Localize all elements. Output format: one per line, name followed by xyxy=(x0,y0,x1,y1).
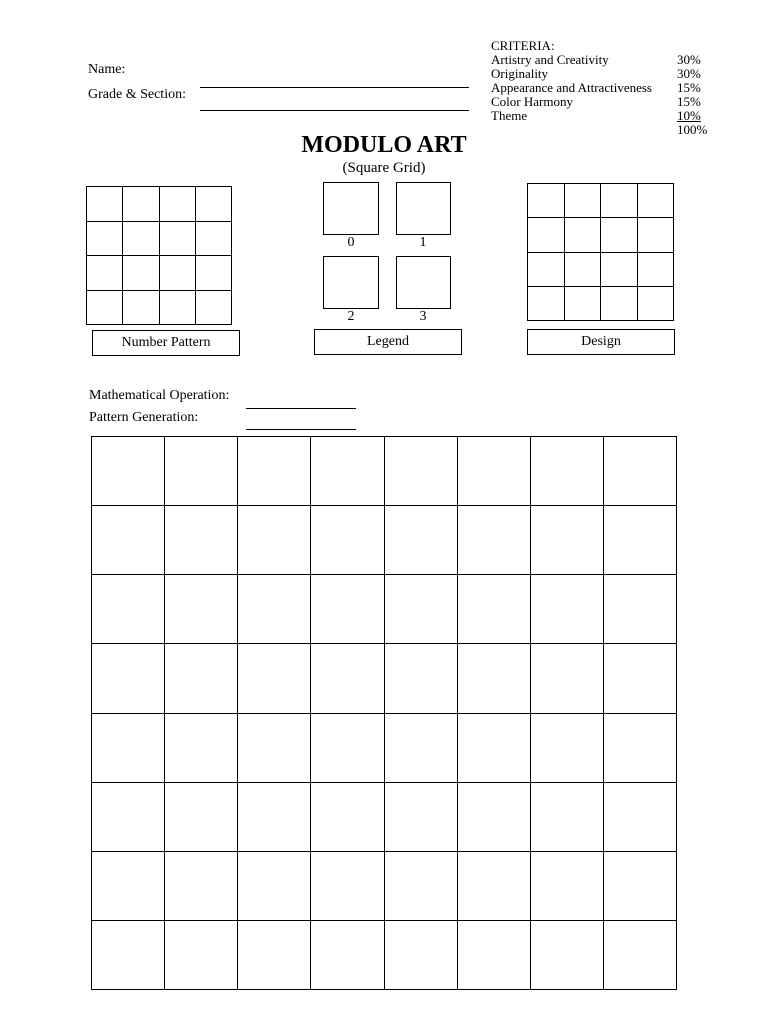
main-grid-cell[interactable] xyxy=(385,575,458,644)
grid-cell[interactable] xyxy=(87,291,123,326)
main-grid-cell[interactable] xyxy=(311,644,384,713)
main-grid-cell[interactable] xyxy=(385,783,458,852)
pattern-generation-label: Pattern Generation: xyxy=(89,410,199,425)
main-grid-cell[interactable] xyxy=(385,921,458,990)
main-grid-cell[interactable] xyxy=(311,575,384,644)
main-grid-cell[interactable] xyxy=(458,437,531,506)
main-grid-cell[interactable] xyxy=(604,714,677,783)
grid-cell[interactable] xyxy=(638,253,675,287)
main-grid-cell[interactable] xyxy=(604,644,677,713)
main-grid-cell[interactable] xyxy=(458,714,531,783)
main-grid-cell[interactable] xyxy=(458,506,531,575)
legend-value-0: 0 xyxy=(347,235,355,250)
legend-swatch-2[interactable] xyxy=(323,256,379,309)
main-grid-cell[interactable] xyxy=(165,921,238,990)
main-grid-cell[interactable] xyxy=(165,575,238,644)
criteria-item-label: Color Harmony xyxy=(491,94,573,109)
design-grid[interactable] xyxy=(527,183,674,321)
criteria-item-percent: 30% xyxy=(677,52,701,67)
criteria-item-percent: 15% xyxy=(677,94,701,109)
legend-caption: Legend xyxy=(314,329,462,355)
grid-cell[interactable] xyxy=(565,184,602,218)
main-grid-cell[interactable] xyxy=(238,575,311,644)
main-grid-cell[interactable] xyxy=(531,921,604,990)
main-grid-cell[interactable] xyxy=(238,437,311,506)
criteria-item-label: Originality xyxy=(491,66,549,81)
main-grid-cell[interactable] xyxy=(531,783,604,852)
math-operation-line[interactable] xyxy=(246,408,356,409)
grid-cell[interactable] xyxy=(601,287,638,321)
main-grid-cell[interactable] xyxy=(458,644,531,713)
main-grid-cell[interactable] xyxy=(165,437,238,506)
main-grid-cell[interactable] xyxy=(385,506,458,575)
main-grid-cell[interactable] xyxy=(311,506,384,575)
main-grid-cell[interactable] xyxy=(238,506,311,575)
main-grid-cell[interactable] xyxy=(385,714,458,783)
name-label: Name: xyxy=(88,62,126,77)
grid-cell[interactable] xyxy=(160,222,196,257)
grid-cell[interactable] xyxy=(528,218,565,252)
legend-swatch-1[interactable] xyxy=(396,182,451,235)
criteria-item-percent: 10% xyxy=(677,108,701,123)
grid-cell[interactable] xyxy=(196,222,232,257)
main-grid-cell[interactable] xyxy=(165,644,238,713)
main-grid-cell[interactable] xyxy=(458,575,531,644)
grid-cell[interactable] xyxy=(196,187,232,222)
main-grid-cell[interactable] xyxy=(311,921,384,990)
main-design-grid[interactable] xyxy=(91,436,677,990)
legend-value-1: 1 xyxy=(419,235,427,250)
main-grid-cell[interactable] xyxy=(92,575,165,644)
main-grid-cell[interactable] xyxy=(531,506,604,575)
grid-cell[interactable] xyxy=(123,291,159,326)
grid-cell[interactable] xyxy=(601,253,638,287)
grid-cell[interactable] xyxy=(528,253,565,287)
grid-cell[interactable] xyxy=(123,187,159,222)
main-grid-cell[interactable] xyxy=(604,575,677,644)
page-subtitle: (Square Grid) xyxy=(342,160,426,176)
main-grid-cell[interactable] xyxy=(604,506,677,575)
main-grid-cell[interactable] xyxy=(531,644,604,713)
grade-section-line[interactable] xyxy=(200,110,469,111)
pattern-generation-line[interactable] xyxy=(246,429,356,430)
main-grid-cell[interactable] xyxy=(531,852,604,921)
main-grid-cell[interactable] xyxy=(311,714,384,783)
main-grid-cell[interactable] xyxy=(458,783,531,852)
main-grid-cell[interactable] xyxy=(165,506,238,575)
criteria-item-percent: 15% xyxy=(677,80,701,95)
legend-value-3: 3 xyxy=(419,309,427,324)
main-grid-cell[interactable] xyxy=(238,644,311,713)
grid-cell[interactable] xyxy=(565,253,602,287)
main-grid-cell[interactable] xyxy=(604,852,677,921)
grid-cell[interactable] xyxy=(196,291,232,326)
criteria-item-percent: 30% xyxy=(677,66,701,81)
main-grid-cell[interactable] xyxy=(92,644,165,713)
main-grid-cell[interactable] xyxy=(311,852,384,921)
main-grid-cell[interactable] xyxy=(92,437,165,506)
name-line[interactable] xyxy=(200,87,469,88)
criteria-item-label: Appearance and Attractiveness xyxy=(491,80,652,95)
page-title: MODULO ART xyxy=(301,132,467,158)
main-grid-cell[interactable] xyxy=(92,783,165,852)
math-operation-label: Mathematical Operation: xyxy=(89,388,230,403)
grid-cell[interactable] xyxy=(601,184,638,218)
legend-value-2: 2 xyxy=(347,309,355,324)
main-grid-cell[interactable] xyxy=(92,506,165,575)
main-grid-cell[interactable] xyxy=(604,783,677,852)
main-grid-cell[interactable] xyxy=(165,714,238,783)
grid-cell[interactable] xyxy=(160,291,196,326)
main-grid-cell[interactable] xyxy=(531,714,604,783)
grid-cell[interactable] xyxy=(123,256,159,291)
grid-cell[interactable] xyxy=(638,287,675,321)
main-grid-cell[interactable] xyxy=(604,921,677,990)
main-grid-cell[interactable] xyxy=(458,921,531,990)
main-grid-cell[interactable] xyxy=(165,783,238,852)
grid-cell[interactable] xyxy=(638,184,675,218)
design-caption: Design xyxy=(527,329,675,355)
main-grid-cell[interactable] xyxy=(531,437,604,506)
main-grid-cell[interactable] xyxy=(385,437,458,506)
criteria-item-label: Theme xyxy=(491,108,528,123)
grid-cell[interactable] xyxy=(638,218,675,252)
main-grid-cell[interactable] xyxy=(311,437,384,506)
grid-cell[interactable] xyxy=(87,222,123,257)
number-pattern-grid[interactable] xyxy=(86,186,232,325)
criteria-item-label: Artistry and Creativity xyxy=(491,52,609,67)
grid-cell[interactable] xyxy=(123,222,159,257)
main-grid-cell[interactable] xyxy=(92,714,165,783)
grid-cell[interactable] xyxy=(87,256,123,291)
main-grid-cell[interactable] xyxy=(385,644,458,713)
grid-cell[interactable] xyxy=(160,256,196,291)
main-grid-cell[interactable] xyxy=(238,852,311,921)
main-grid-cell[interactable] xyxy=(385,852,458,921)
main-grid-cell[interactable] xyxy=(238,783,311,852)
grid-cell[interactable] xyxy=(565,218,602,252)
grid-cell[interactable] xyxy=(528,287,565,321)
criteria-heading: CRITERIA: xyxy=(491,38,555,53)
number-pattern-caption: Number Pattern xyxy=(92,330,240,356)
grid-cell[interactable] xyxy=(601,218,638,252)
legend-swatch-0[interactable] xyxy=(323,182,379,235)
main-grid-cell[interactable] xyxy=(165,852,238,921)
grid-cell[interactable] xyxy=(196,256,232,291)
main-grid-cell[interactable] xyxy=(238,921,311,990)
main-grid-cell[interactable] xyxy=(604,437,677,506)
grid-cell[interactable] xyxy=(565,287,602,321)
main-grid-cell[interactable] xyxy=(92,921,165,990)
main-grid-cell[interactable] xyxy=(92,852,165,921)
main-grid-cell[interactable] xyxy=(458,852,531,921)
grid-cell[interactable] xyxy=(528,184,565,218)
main-grid-cell[interactable] xyxy=(238,714,311,783)
legend-swatch-3[interactable] xyxy=(396,256,451,309)
criteria-total: 100% xyxy=(677,122,708,137)
main-grid-cell[interactable] xyxy=(311,783,384,852)
main-grid-cell[interactable] xyxy=(531,575,604,644)
grid-cell[interactable] xyxy=(87,187,123,222)
grid-cell[interactable] xyxy=(160,187,196,222)
grade-section-label: Grade & Section: xyxy=(88,87,186,102)
